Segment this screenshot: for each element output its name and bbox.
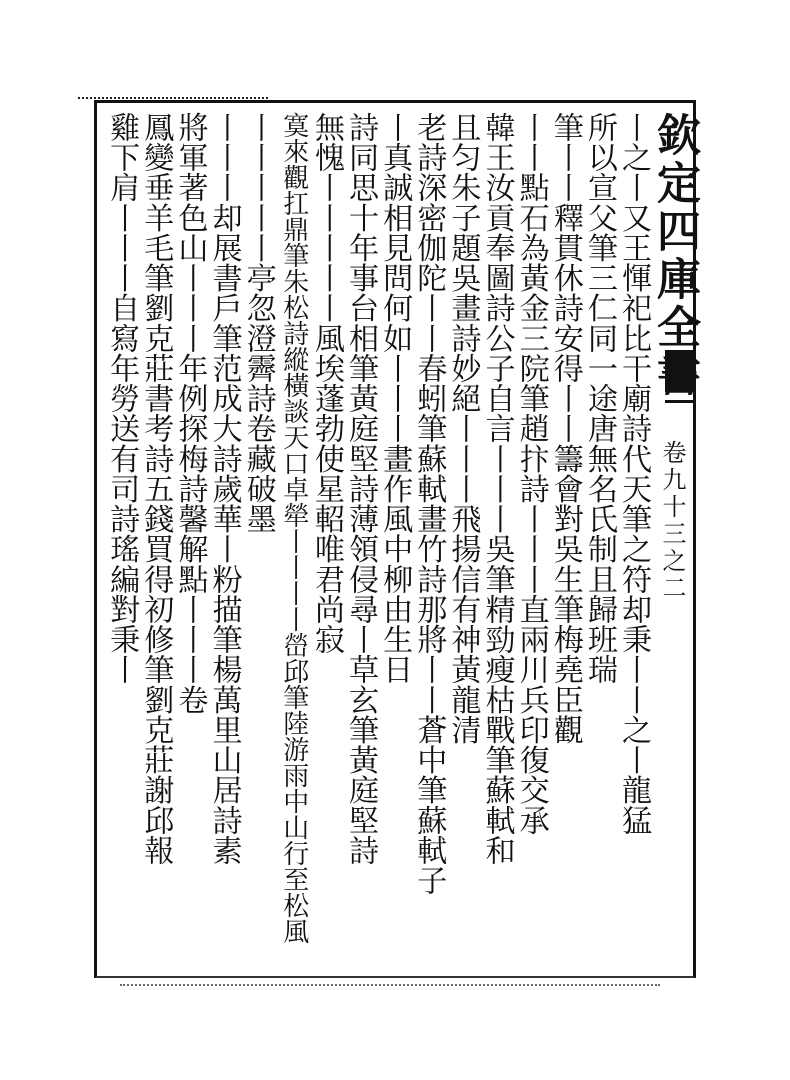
bottom-dotted-rule [120, 984, 660, 987]
bottom-border [96, 976, 694, 978]
left-border [94, 100, 97, 978]
text-column-5: 韓王汝貢奉圖詩公子自言丨丨丨吳筆精勁瘦枯戰筆蘇軾和 [479, 112, 515, 865]
text-column-7: 老詩深密伽陀丨丨春蚓筆蘇軾畫竹詩那將丨丨蒼中筆蘇軾子 [411, 112, 447, 896]
book-title: 欽定四庫全書 [649, 112, 700, 400]
text-column-2: 所以宣父筆三仁同一途唐無名氏制且歸班瑞 [581, 112, 617, 685]
text-column-15: 鳳變垂羊毛筆劉克莊書考詩五錢買得初修筆劉克莊謝邱報 [138, 112, 174, 865]
fish-tail-line [665, 400, 693, 403]
text-column-11: 寞來觀扛鼎筆朱松詩縱橫談天口卓犖丨丨丨丨嵤邱筆陸游雨中山行至松風 [278, 112, 309, 944]
text-column-1: 丨之丨又王惲祀比干廟詩代天筆之符却秉丨丨之丨龍猛 [616, 112, 651, 835]
volume-label: 卷九十三之二 [658, 440, 686, 602]
text-column-14: 將軍著色山丨丨丨年例探梅詩馨解點丨丨丨卷 [172, 112, 208, 715]
top-border [96, 100, 694, 103]
text-column-3: 筆丨丨釋貫休詩安得丨丨籌會對吳生筆梅堯臣觀 [547, 112, 583, 745]
text-column-13: 丨丨丨却展書戶筆范成大詩歲華丨粉描筆楊萬里山居詩素 [206, 112, 242, 865]
text-column-16: 雞下肩丨丨丨自寫年勞送有司詩瑤編對秉丨 [104, 112, 140, 685]
text-column-9: 詩同思十年事台相筆黃庭堅詩薄領侵尋丨草玄筆黃庭堅詩 [343, 112, 378, 865]
text-column-10: 無愧丨丨丨丨丨風埃蓬勃使星軺唯君尚寂 [308, 112, 344, 655]
text-column-12: 丨丨丨丨丨亭忽澄霽詩卷藏破墨 [240, 112, 276, 534]
text-column-4: 丨丨點石為黃金三院筆趙抃詩丨丨丨直兩川兵印復交承 [513, 112, 549, 835]
text-column-6: 且匀朱子題吳畫詩妙絕丨丨丨飛揚信有神黃龍清 [445, 112, 481, 745]
text-column-8: 丨真誠相見問何如丨丨丨畫作風中柳由生日 [377, 112, 413, 685]
